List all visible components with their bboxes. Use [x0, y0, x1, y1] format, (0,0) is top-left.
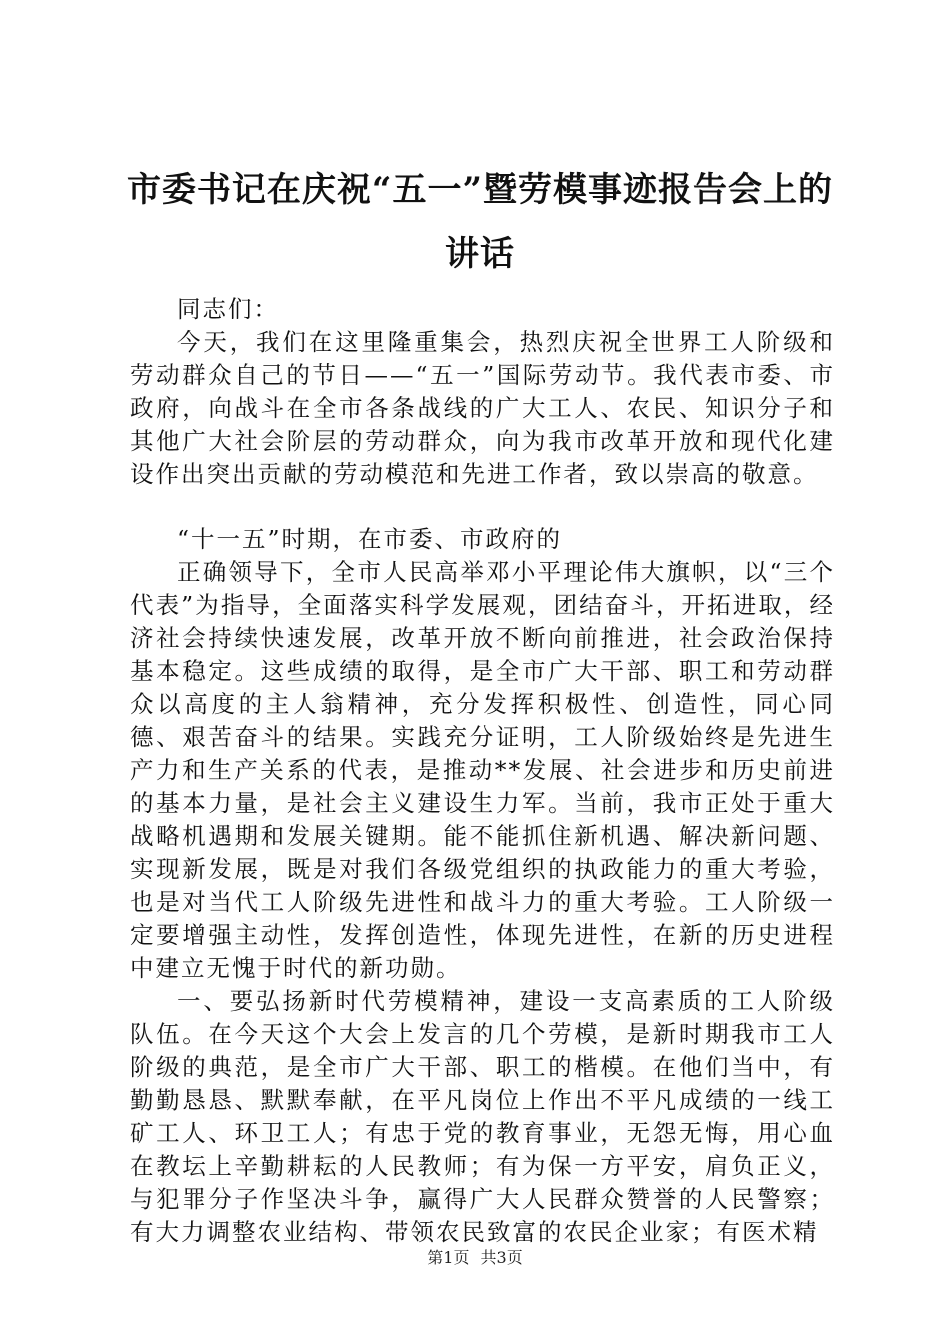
body-paragraph: “十一五”时期，在市委、市政府的 — [177, 525, 563, 553]
greeting-paragraph: 同志们： — [177, 295, 279, 323]
body-paragraph: 今天，我们在这里隆重集会，热烈庆祝全世界工人阶级和劳动群众自己的节日——“五一”国际劳动节。我代表市委、市政府，向战斗在全市各条战线的广大工人、农民、知识分子和其他广大社会阶层的劳动群众，向为我市改革开放和现代化建设作出突出贡献的劳动模范和先进工作者，致以崇高的敬意。 — [130, 328, 835, 488]
page-footer — [0, 1248, 950, 1268]
body-paragraph: 正确领导下，全市人民高举邓小平理论伟大旗帜，以“三个代表”为指导，全面落实科学发展观，团结奋斗，开拓进取，经济社会持续快速发展，改革开放不断向前推进，社会政治保持基本稳定。这些成绩的取得，是全市广大干部、职工和劳动群众以高度的主人翁精神，充分发挥积极性、创造性，同心同德、艰苦奋斗的结果。实践充分证明，工人阶级始终是先进生产力和生产关系的代表，是推动**发展、社会进步和历史前进的基本力量，是社会主义建设生力军。当前，我市正处于重大战略机遇期和发展关键期。能不能抓住新机遇、解决新问题、实现新发展，既是对我们各级党组织的执政能力的重大考验，也是对当代工人阶级先进性和战斗力的重大考验。工人阶级一定要增强主动性，发挥创造性，体现先进性，在新的历史进程中建立无愧于时代的新功勋。 — [130, 558, 835, 982]
page-total: 共3页 — [480, 1248, 523, 1267]
section-one-paragraph: 一、要弘扬新时代劳模精神，建设一支高素质的工人阶级队伍。在今天这个大会上发言的几个劳模，是新时期我市工人阶级的典范，是全市广大干部、职工的楷模。在他们当中，有勤勤恳恳、默默奉献，在平凡岗位上作出不平凡成绩的一线工矿工人、环卫工人；有忠于党的教育事业，无怨无悔，用心血在教坛上辛勤耕耘的人民教师；有为保一方平安，肩负正义，与犯罪分子作坚决斗争，赢得广大人民群众赞誉的人民警察；有大力调整农业结构、带领农民致富的农民企业家；有医术精 — [130, 987, 835, 1246]
document-body — [130, 293, 835, 1249]
document-title: 市委书记在庆祝“五一”暨劳模事迹报告会上的讲话 — [126, 170, 834, 274]
page-number: 第1页 — [427, 1248, 470, 1267]
paragraph-spacer — [130, 491, 835, 523]
